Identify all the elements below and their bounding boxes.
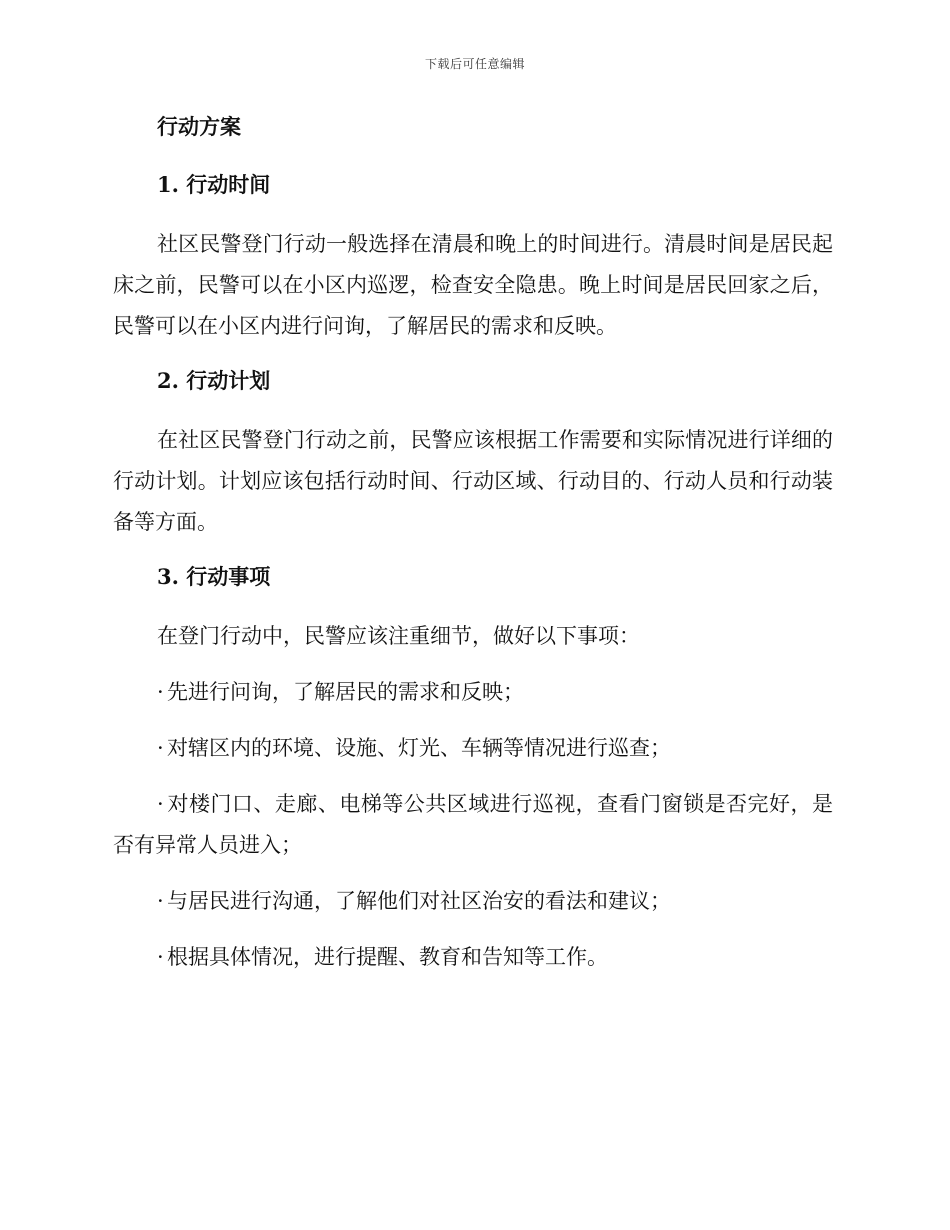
bullet-text: 对辖区内的环境、设施、灯光、车辆等情况进行巡查；: [167, 736, 671, 760]
bullet-text: 根据具体情况，进行提醒、教育和告知等工作。: [167, 945, 608, 969]
bullet-text: 对楼门口、走廊、电梯等公共区域进行巡视，查看门窗锁是否完好，是否有异常人员进入；: [113, 792, 833, 857]
paragraph-time: 社区民警登门行动一般选择在清晨和晚上的时间进行。清晨时间是居民起床之前，民警可以在小区内巡逻，检查安全隐患。晚上时间是居民回家之后，民警可以在小区内进行问询，了解居民的需求和反映。: [113, 232, 833, 338]
section-heading-matters: 3. 行动事项: [157, 564, 271, 589]
paragraph-plan: 在社区民警登门行动之前，民警应该根据工作需要和实际情况进行详细的行动计划。计划应该包括行动时间、行动区域、行动目的、行动人员和行动装备等方面。: [113, 428, 833, 534]
section-heading-time: 1. 行动时间: [157, 172, 271, 197]
bullet-dot: ·: [157, 736, 164, 760]
bullet-dot: ·: [157, 889, 164, 913]
bullet-dot: ·: [157, 680, 164, 704]
bullet-item: [113, 672, 833, 713]
bullet-item: [113, 728, 833, 769]
header-note: 下载后可任意编辑: [424, 57, 525, 71]
document-title: 行动方案: [157, 114, 241, 139]
bullet-text: 先进行问询，了解居民的需求和反映；: [167, 680, 524, 704]
bullet-item: [113, 937, 833, 978]
document-body: [113, 108, 833, 993]
bullet-item: [113, 784, 833, 866]
paragraph-matters-intro: 在登门行动中，民警应该注重细节，做好以下事项：: [157, 624, 640, 648]
bullet-item: [113, 881, 833, 922]
section-heading-plan: 2. 行动计划: [157, 368, 271, 393]
bullet-dot: ·: [157, 945, 164, 969]
bullet-dot: ·: [157, 792, 164, 816]
bullet-text: 与居民进行沟通，了解他们对社区治安的看法和建议；: [167, 889, 671, 913]
